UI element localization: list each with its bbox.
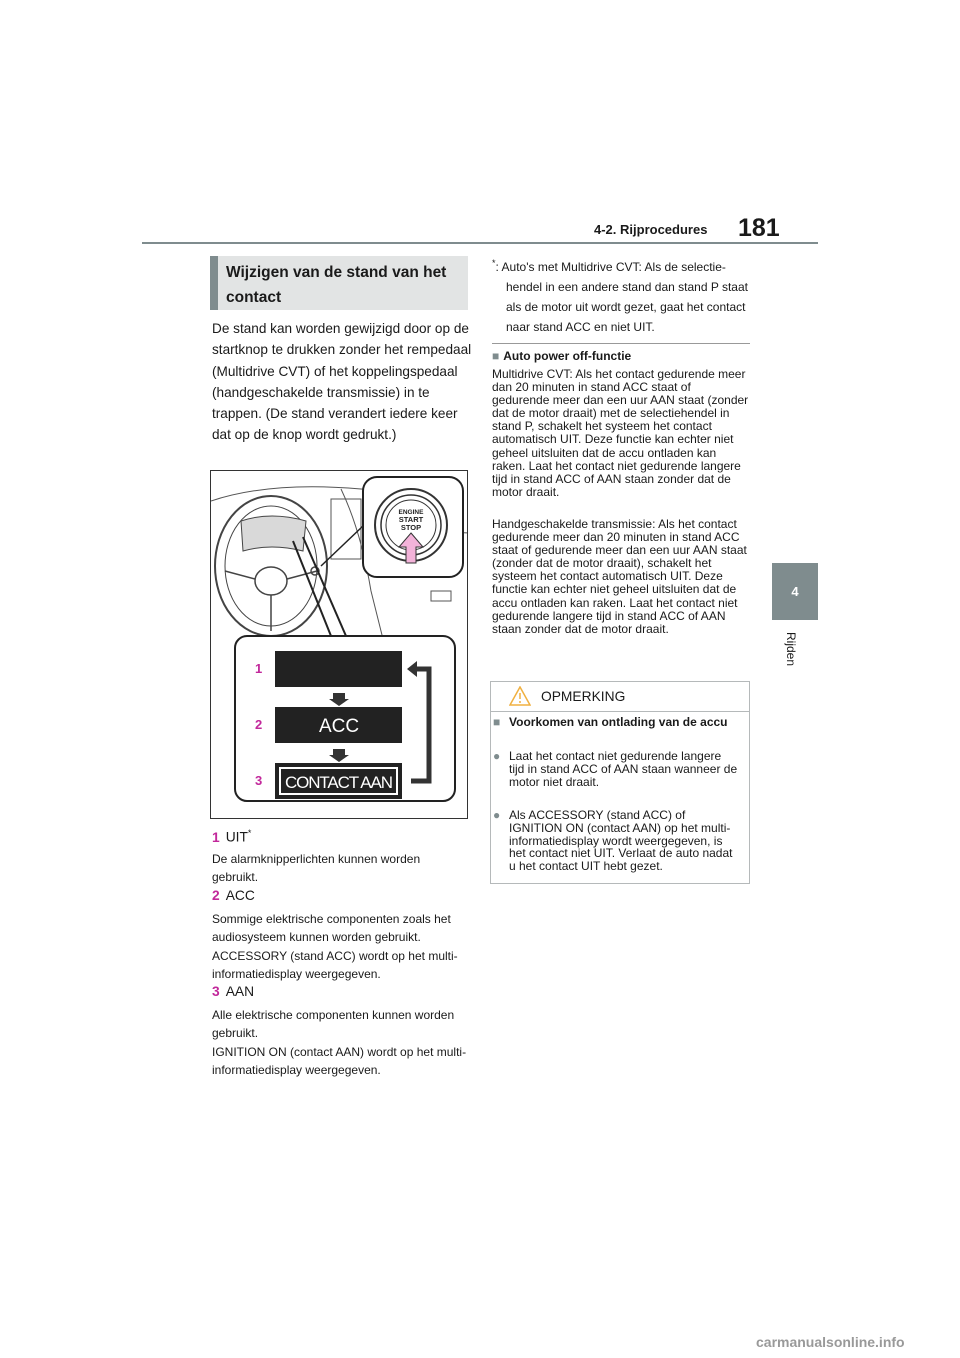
section-title-box [210,256,468,310]
note-header [491,682,749,712]
chapter-label: Rijden [784,632,798,667]
note-box [490,681,750,884]
note-bullet-1: ● Laat het contact niet gedurende langere tijd in stand ACC of AAN staan wanneer de motor niet draait. [493,749,738,789]
display-on-text: CONTACT AAN [285,773,393,792]
item-2-heading: 2 ACC [212,888,255,903]
callout-1: 1 [255,661,263,676]
divider [492,343,750,344]
item-1-desc: De alarmknipperlichten kunnen worden gebruikt. [212,852,421,884]
item-3-heading: 3 AAN [212,984,255,999]
button-text-start: START [398,515,424,524]
dashboard-drawing [211,471,468,819]
item-3-desc-1: Alle elektrische componenten kunnen worden gebruikt. [212,1008,455,1040]
note-bullet-2: ● Als ACCESSORY (stand ACC) of IGNITION ON (contact AAN) op het multi-informatiedisplay wordt weergegeven, is het contact niet UIT. Verlaat de auto nadat u het contact UIT hebt gezet. [493,808,733,874]
section-title-line2: contact [226,289,282,306]
chapter-tab[interactable]: 4 [772,563,818,620]
intro-paragraph: De stand kan worden gewijzigd door op de startknop te drukken zonder het rempedaal (Multidrive CVT) of het koppelingspedaal (handgeschakelde transmissie) in te trappen. (De stand verandert iedere keer dat op de knop wordt gedrukt.) [212,321,472,443]
display-acc-text: ACC [318,716,360,737]
note-subtitle: ■ Voorkomen van ontlading van de accu [493,715,728,729]
item-2-desc-2: ACCESSORY (stand ACC) wordt op het multi-informatiedisplay weergegeven. [212,949,458,981]
button-text-stop: STOP [400,523,422,532]
callout-2: 2 [255,717,263,732]
footnote: *: Auto's met Multidrive CVT: Als de selectie- hendel in een andere stand dan stand P staat als de motor uit wordt gezet, gaat het contact naar stand ACC en niet UIT. [492,258,748,334]
header-divider [142,242,818,244]
warning-icon [509,686,531,706]
section-title-line1: Wijzigen van de stand van het [226,264,447,281]
auto-power-para-1: Multidrive CVT: Als het contact gedurende meer dan 20 minuten in stand ACC staat of gedurende meer dan een uur AAN staat (zonder dat de motor draait) met de selectiehendel in stand P, schakelt het systeem het contact automatisch UIT. Deze functie kan echter niet geheel uitsluiten dat de accu ontladen kan raken. Laat het contact niet gedurende langere tijd in stand ACC of AAN staan zonder dat de motor draait. [492,367,749,499]
item-2-desc-1: Sommige elektrische componenten zoals het audiosysteem kunnen worden gebruikt. [212,912,451,944]
footer-watermark[interactable]: carmanualsonline.info [756,1334,905,1350]
callout-3: 3 [255,773,263,788]
auto-power-para-2: Handgeschakelde transmissie: Als het contact gedurende meer dan 20 minuten in stand ACC staat of gedurende meer dan een uur AAN staat (zonder dat de motor draait), schakelt het systeem het contact automatisch UIT. Deze functie kan echter niet geheel uitsluiten dat de accu ontladen kan raken. Laat het contact niet gedurende langere tijd in stand ACC of AAN staan zonder dat de motor draait. [492,517,747,636]
item-1-heading: 1 UIT* [212,828,252,845]
ignition-illustration [210,470,468,819]
auto-power-heading: ■ Auto power off-functie [492,349,632,363]
display-off [275,651,402,687]
section-heading: 4-2. Rijprocedures [594,222,708,237]
item-3-desc-2: IGNITION ON (contact AAN) wordt op het multi-informatiedisplay weergegeven. [212,1045,467,1077]
page-number: 181 [738,214,780,242]
note-title: OPMERKING [541,689,626,704]
button-text-engine: ENGINE [398,509,424,516]
